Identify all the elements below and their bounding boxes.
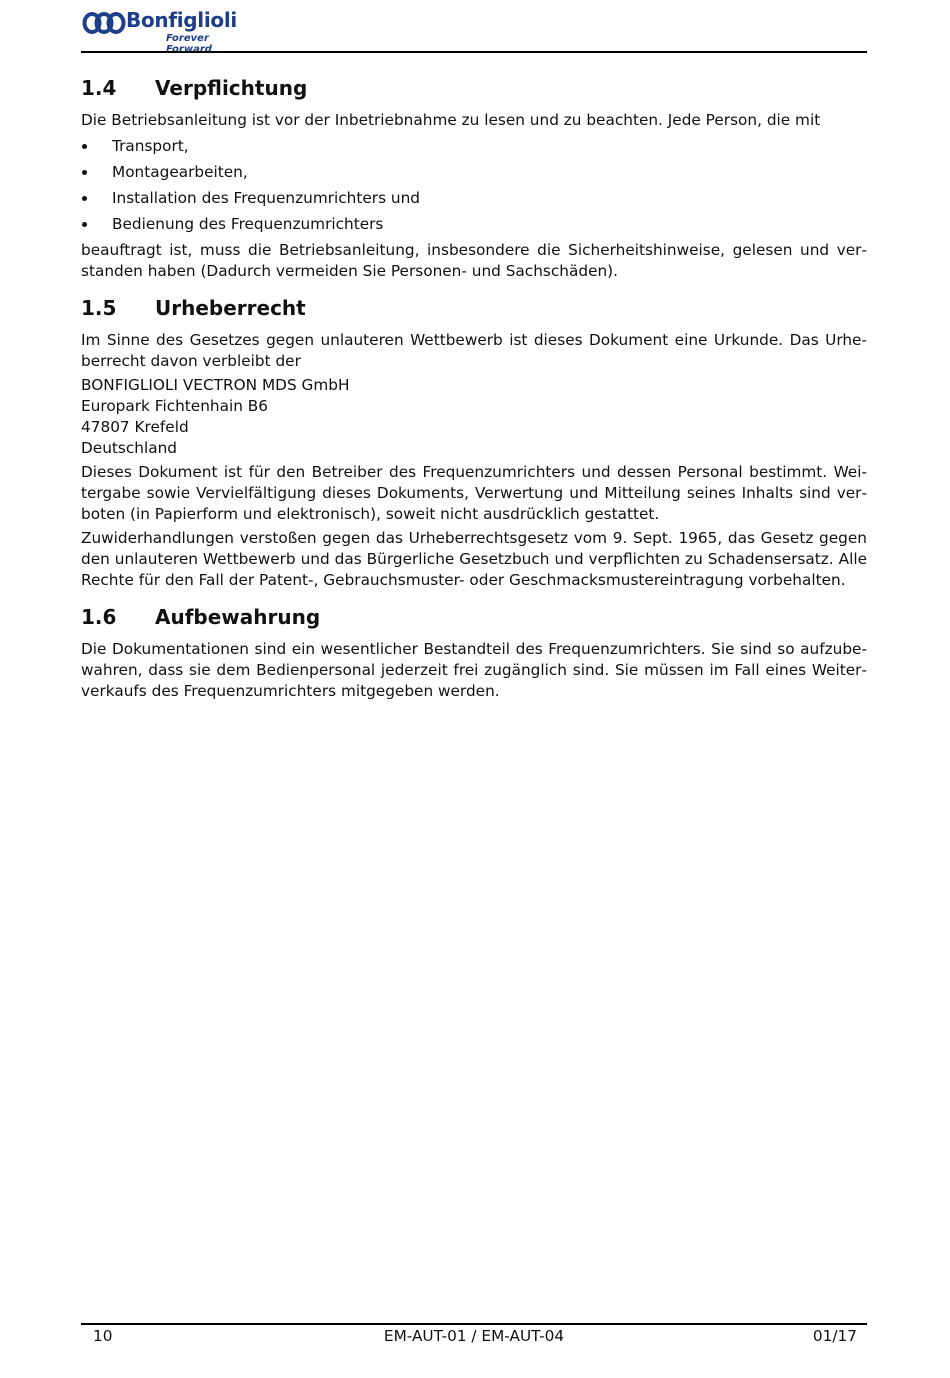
page-footer	[81, 1327, 867, 1349]
list-item-text: Bedienung des Frequenzumrichters	[112, 215, 384, 233]
bonfiglioli-logo	[82, 8, 252, 55]
section-heading-urheberrecht	[81, 294, 867, 322]
address-line: BONFIGLIOLI VECTRON MDS GmbH	[81, 376, 350, 394]
list-item-text: Transport,	[112, 137, 189, 155]
page-number: 10	[93, 1327, 113, 1345]
document-id: EM-AUT-01 / EM-AUT-04	[383, 1327, 565, 1345]
paragraph: Dieses Dokument ist für den Betreiber des Frequenzumrichters und dessen Personal bestimmt. Weitergabe sowie Vervielfältigung dieses Dokuments, Verwertung und Mitteilung seines Inhalts sind verboten (in Papierform und elektronisch), soweit nicht ausdrücklich gestattet.	[81, 463, 867, 523]
brand-name: Bonfiglioli	[126, 8, 237, 32]
paragraph: Zuwiderhandlungen verstoßen gegen das Urheberrechtsgesetz vom 9. Sept. 1965, das Gesetz gegen den unlauteren Wettbewerb und das Bürgerliche Gesetzbuch und verpflichten zu Schadensersatz. Alle Rechte für den Fall der Patent-, Gebrauchsmuster- oder Geschmacksmustereintragung vorbehalten.	[81, 529, 867, 589]
section-number: 1.5	[81, 296, 117, 320]
section-title: Urheberrecht	[155, 296, 306, 320]
section-number: 1.6	[81, 605, 117, 629]
document-date: 01/17	[812, 1327, 857, 1345]
paragraph: beauftragt ist, muss die Betriebsanleitung, insbesondere die Sicherheitshinweise, gelesen und verstanden haben (Dadurch vermeiden Sie Personen- und Sachschäden).	[81, 241, 867, 280]
address-line: 47807 Krefeld	[81, 418, 189, 436]
header-divider	[81, 51, 867, 53]
section-heading-aufbewahrung	[81, 603, 867, 631]
address-line: Deutschland	[81, 439, 177, 457]
section-title: Aufbewahrung	[155, 605, 321, 629]
document-body	[81, 74, 867, 702]
bullet-list	[81, 136, 867, 235]
bullet-icon	[82, 170, 87, 175]
address-line: Europark Fichtenhain B6	[81, 397, 269, 415]
section-number: 1.4	[81, 76, 117, 100]
brand-tagline: Forever Forward	[166, 33, 212, 55]
list-item	[81, 136, 867, 157]
bullet-icon	[82, 144, 87, 149]
section-heading-verpflichtung	[81, 74, 867, 102]
list-item	[81, 188, 867, 209]
paragraph: Die Betriebsanleitung ist vor der Inbetriebnahme zu lesen und zu beachten. Jede Person, die mit	[81, 111, 821, 129]
company-address	[81, 375, 867, 459]
footer-divider	[81, 1323, 867, 1325]
bonfiglioli-logo-icon	[82, 10, 126, 36]
list-item	[81, 214, 867, 235]
paragraph: Im Sinne des Gesetzes gegen unlauteren Wettbewerb ist dieses Dokument eine Urkunde. Das Urheberrecht davon verbleibt der	[81, 331, 867, 370]
bullet-icon	[82, 222, 87, 227]
section-title: Verpflichtung	[155, 76, 308, 100]
list-item-text: Montagearbeiten,	[112, 163, 248, 181]
list-item	[81, 162, 867, 183]
paragraph: Die Dokumentationen sind ein wesentlicher Bestandteil des Frequenzumrichters. Sie sind so aufzubewahren, dass sie dem Bedienpersonal jederzeit frei zugänglich sind. Sie müssen im Fall eines Weiterverkaufs des Frequenzumrichters mitgegeben werden.	[81, 640, 867, 700]
bullet-icon	[82, 196, 87, 201]
list-item-text: Installation des Frequenzumrichters und	[112, 189, 420, 207]
